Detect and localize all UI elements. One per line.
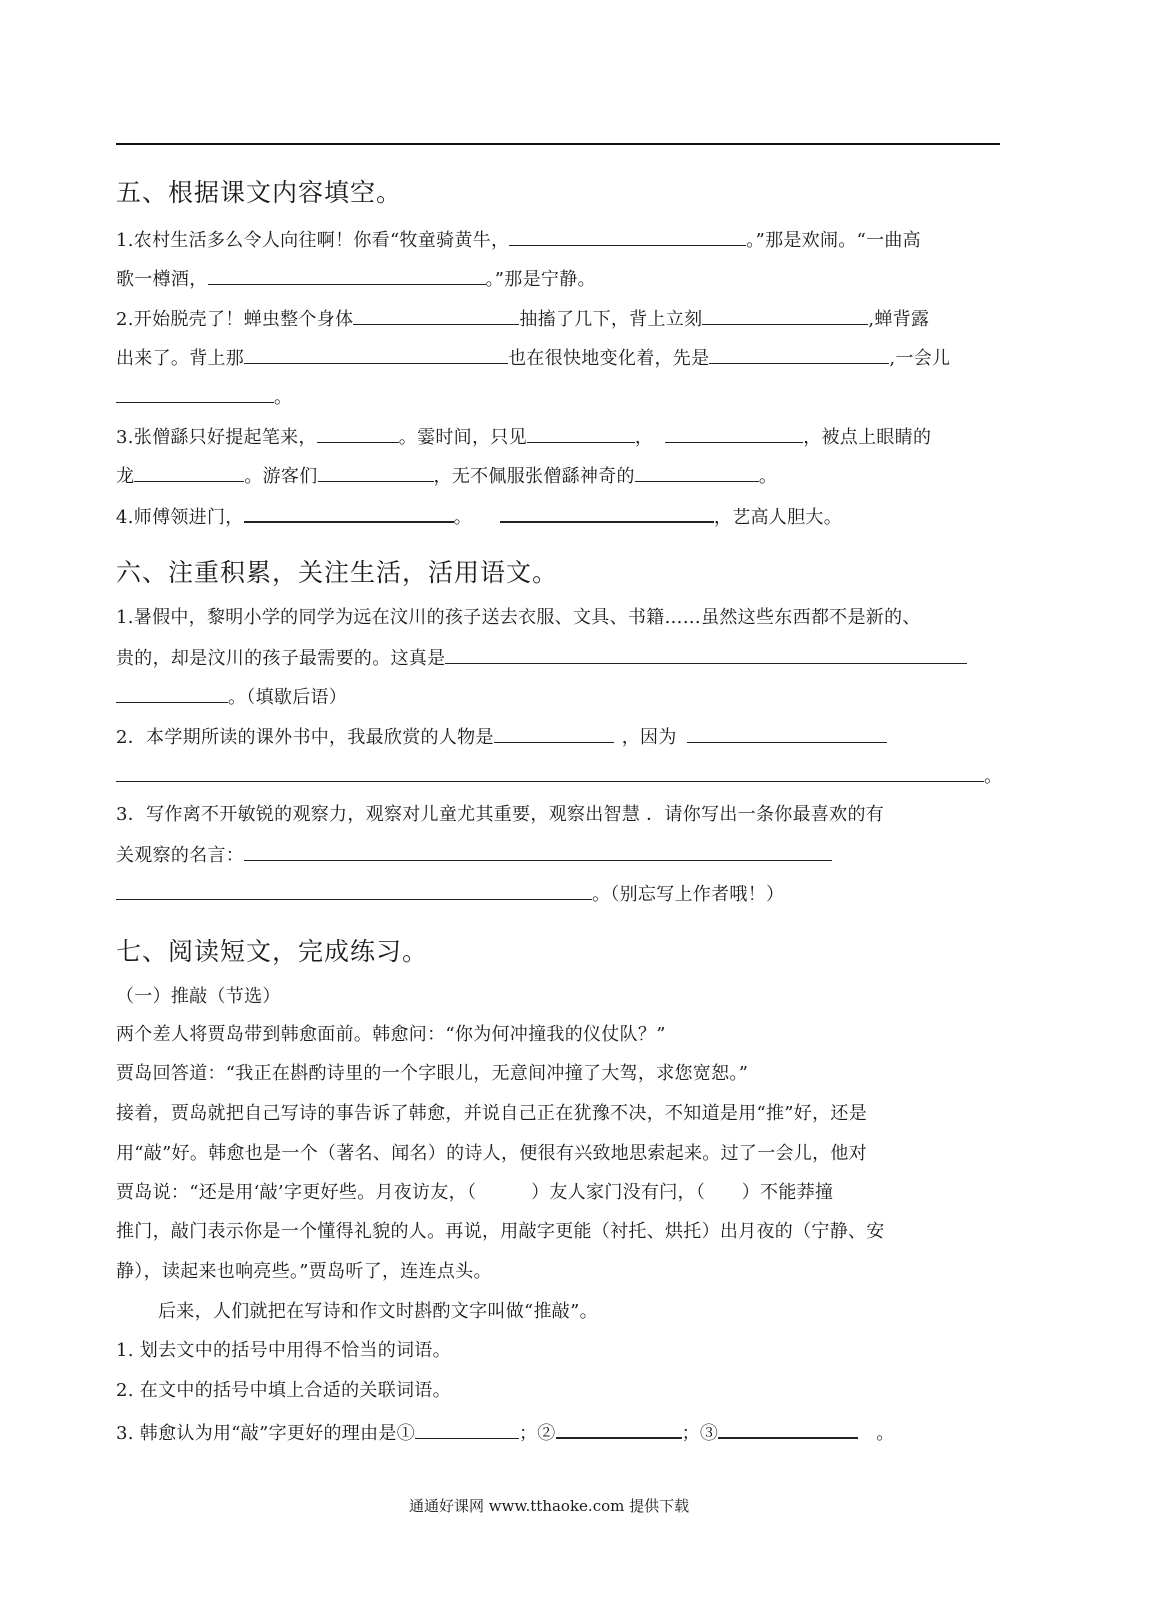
blank[interactable]	[494, 726, 614, 743]
blank[interactable]	[116, 386, 274, 403]
blank[interactable]	[116, 686, 228, 703]
passage-p3-line5: 静），读起来也响亮些。”贾岛听了，连连点头。	[116, 1261, 492, 1282]
ex3-text-a: 3. 韩愈认为用“敲”字更好的理由是①	[116, 1423, 415, 1444]
s6-q3-text-b: 关观察的名言：	[116, 845, 245, 866]
passage-p3-line4: 推门，敲门表示你是一个懂得礼貌的人。再说，用敲字更能（衬托、烘托）出月夜的（宁静、安	[116, 1221, 885, 1242]
passage-subtitle: （一）推敲（节选）	[116, 986, 281, 1007]
s6-q3-line1: 3．写作离不开敏锐的观察力，观察对儿童尤其重要，观察出智慧 ．请你写出一条你最喜欢的有	[116, 804, 885, 825]
passage-p2: 贾岛回答道：“我正在斟酌诗里的一个字眼儿，无意间冲撞了大驾，求您宽恕。”	[116, 1063, 749, 1084]
s5-q1-line1	[116, 229, 921, 251]
s5-q3-text-f: 。游客们	[244, 466, 318, 487]
blank[interactable]	[116, 765, 984, 782]
s5-q1-text-a: 1.农村生活多么令人向往啊！你看“牧童骑黄牛，	[116, 230, 510, 251]
s5-q4-line1	[116, 505, 842, 528]
s5-q4-text-a: 4.师傅领进门，	[116, 507, 244, 528]
s5-q2-text-b: 抽搐了几下，背上立刻	[519, 309, 703, 330]
passage-p1: 两个差人将贾岛带到韩愈面前。韩愈问：“你为何冲撞我的仪仗队？”	[116, 1024, 666, 1045]
s6-q1-line1: 1.暑假中，黎明小学的同学为远在汶川的孩子送去衣服、文具、书籍……虽然这些东西都不是新的、	[116, 607, 921, 628]
s5-q2-line2	[116, 347, 950, 369]
section-five-title: 五、根据课文内容填空。	[116, 178, 403, 207]
blank[interactable]	[244, 505, 454, 523]
blank[interactable]	[244, 347, 508, 364]
s6-q2-text-c: 。	[984, 766, 1003, 787]
s5-q3-text-a: 3.张僧繇只好提起笔来，	[116, 427, 317, 448]
blank[interactable]	[415, 1422, 519, 1439]
s5-q3-text-h: 。	[758, 466, 778, 487]
s5-q2-text-c: ,蝉背露	[868, 309, 930, 330]
blank[interactable]	[635, 465, 759, 482]
s5-q3-text-d: ，被点上眼睛的	[803, 427, 932, 448]
s6-q1-text-b: 贵的，却是汶川的孩子最需要的。这真是	[116, 648, 446, 669]
section-seven-title: 七、阅读短文，完成练习。	[116, 937, 429, 966]
s5-q2-text-f: ,一会儿	[889, 348, 951, 369]
s6-q3-line3	[116, 883, 784, 905]
s5-q3-text-b: 。霎时间，只见	[398, 427, 527, 448]
s5-q1-text-b: 。”那是欢闹。“一曲高	[746, 230, 921, 251]
blank[interactable]	[353, 308, 519, 325]
s5-q2-line1	[116, 308, 929, 330]
s5-q3-text-e: 龙	[116, 466, 135, 487]
passage-p3-line1: 接着，贾岛就把自己写诗的事告诉了韩愈，并说自己正在犹豫不决，不知道是用“推”好，还是	[116, 1103, 867, 1124]
ex3-text-c: ；③	[681, 1423, 719, 1444]
blank[interactable]	[318, 465, 434, 482]
blank[interactable]	[687, 726, 887, 743]
passage-p4: 后来，人们就把在写诗和作文时斟酌文字叫做“推敲”。	[158, 1301, 598, 1322]
ex3-text-d: 。	[876, 1423, 895, 1444]
section-six-title: 六、注重积累，关注生活，活用语文。	[116, 558, 559, 587]
blank[interactable]	[527, 426, 635, 443]
s5-q4-text-b: 。	[453, 507, 472, 528]
passage-p3-line3: 贾岛说：“还是用‘敲’字更好些。月夜访友，（ ）友人家门没有闩，（ ）不能莽撞	[116, 1182, 834, 1203]
blank[interactable]	[556, 1421, 682, 1439]
s5-q3-text-g: ，无不佩服张僧繇神奇的	[433, 466, 635, 487]
blank[interactable]	[718, 1421, 858, 1439]
s5-q3-text-c: ，	[634, 427, 654, 448]
blank[interactable]	[134, 465, 244, 482]
s6-q3-text-c: 。（别忘写上作者哦！）	[592, 884, 785, 905]
s6-q2-line1	[116, 726, 887, 748]
blank[interactable]	[709, 347, 889, 364]
s5-q3-line2	[116, 465, 777, 487]
s5-q1-text-c: 歌一樽酒，	[116, 269, 208, 290]
exercise-3	[116, 1421, 895, 1444]
blank[interactable]	[244, 844, 832, 861]
s6-q1-line3	[116, 686, 347, 708]
s5-q2-text-e: 也在很快地变化着，先是	[508, 348, 710, 369]
s6-q1-line2	[116, 647, 967, 669]
s5-q1-line2	[116, 268, 596, 290]
blank[interactable]	[500, 505, 714, 523]
s5-q4-text-c: ，艺高人胆大。	[713, 507, 842, 528]
exercise-2: 2. 在文中的括号中填上合适的关联词语。	[116, 1380, 451, 1401]
s6-q1-text-c: 。（填歇后语）	[228, 687, 348, 708]
exercise-1: 1. 划去文中的括号中用得不恰当的词语。	[116, 1340, 451, 1361]
s6-q2-text-a: 2．本学期所读的课外书中，我最欣赏的人物是	[116, 727, 494, 748]
ex3-text-b: ；②	[519, 1423, 556, 1444]
blank[interactable]	[509, 229, 746, 246]
s5-q1-text-d: 。”那是宁静。	[485, 269, 596, 290]
top-rule	[116, 143, 1000, 145]
s5-q2-line3	[116, 386, 292, 408]
passage-p3-line2: 用“敲”好。韩愈也是一个（著名、闻名）的诗人，便很有兴致地思索起来。过了一会儿，他对	[116, 1143, 867, 1164]
blank[interactable]	[445, 647, 967, 664]
s5-q2-text-a: 2.开始脱壳了！蝉虫整个身体	[116, 309, 354, 330]
s6-q2-line2	[116, 765, 1002, 787]
s6-q3-line2	[116, 844, 832, 866]
s6-q2-text-b: ，因为	[621, 727, 677, 748]
s5-q2-text-g: 。	[274, 387, 293, 408]
blank[interactable]	[665, 426, 803, 443]
s5-q3-line1	[116, 426, 931, 448]
blank[interactable]	[702, 308, 868, 325]
blank[interactable]	[208, 268, 486, 285]
blank[interactable]	[116, 883, 592, 900]
blank[interactable]	[317, 426, 399, 443]
footer-credit: 通通好课网 www.tthaoke.com 提供下载	[409, 1497, 690, 1515]
s5-q2-text-d: 出来了。背上那	[116, 348, 245, 369]
